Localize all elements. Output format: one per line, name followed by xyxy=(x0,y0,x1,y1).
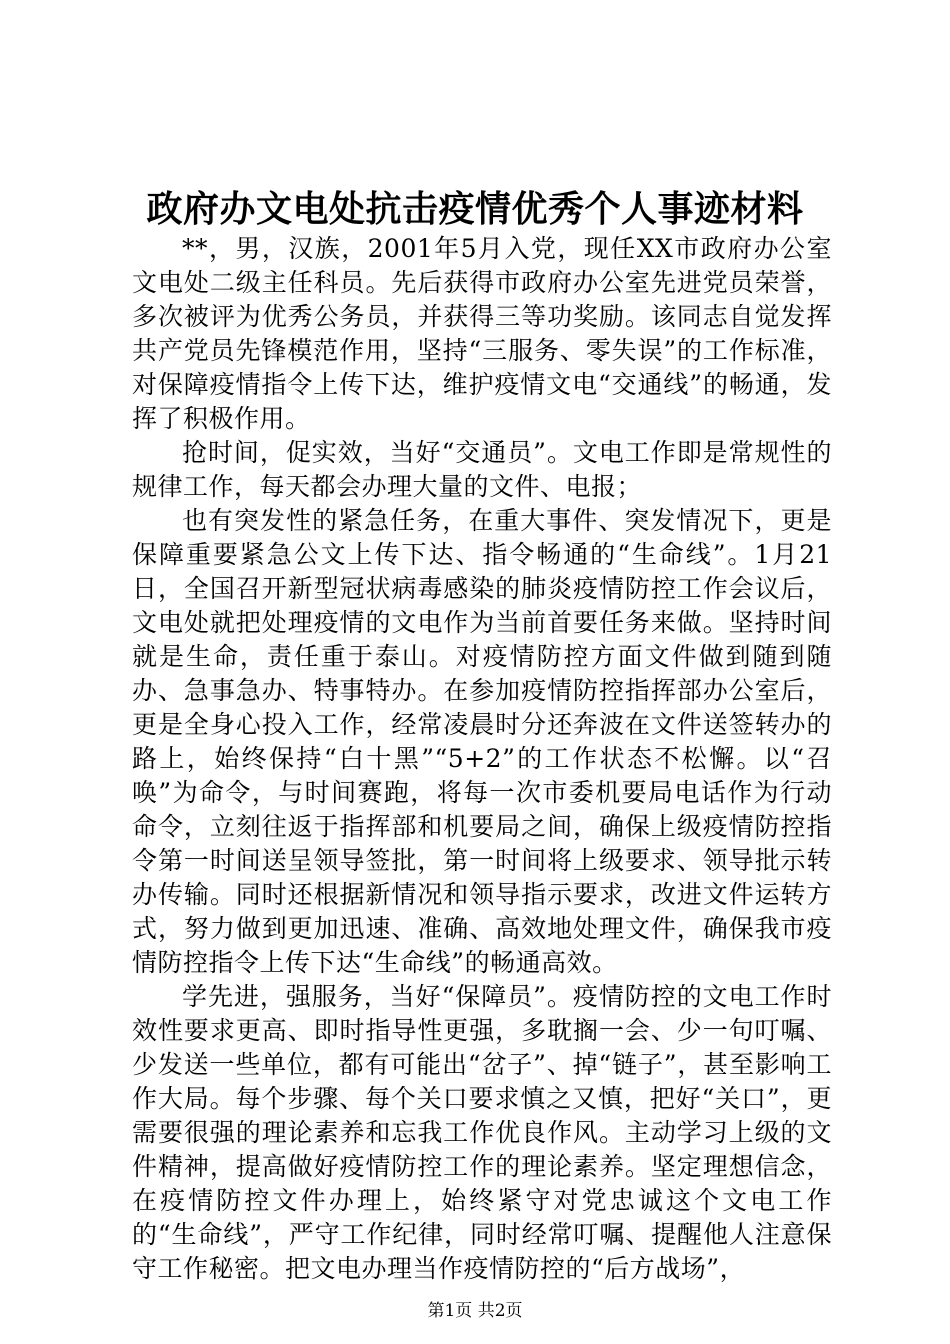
paragraph-section-2: 学先进，强服务，当好“保障员”。疫情防控的文电工作时效性要求更高、即时指导性更强，多耽搁一会、少一句叮嘱、少发送一些单位，都有可能出“岔子”、掉“链子”，甚至影响工作大局。每个步骤、每个关口要求慎之又慎，把好“关口”，更需要很强的理论素养和忘我工作优良作风。主动学习上级的文件精神，提高做好疫情防控工作的理论素养。坚定理想信念，在疫情防控文件办理上，始终紧守对党忠诚这个文电工作的“生命线”，严守工作纪律，同时经常叮嘱、提醒他人注意保守工作秘密。把文电办理当作疫情防控的“后方战场”， xyxy=(132,982,832,1283)
document-body xyxy=(132,232,832,1286)
paragraph-section-1: 抢时间，促实效，当好“交通员”。文电工作即是常规性的规律工作，每天都会办理大量的文件、电报； xyxy=(132,438,832,501)
document-title: 政府办文电处抗击疫情优秀个人事迹材料 xyxy=(146,188,804,230)
page-number-footer: 第1页 共2页 xyxy=(427,1301,523,1321)
paragraph-intro: **，男，汉族，2001年5月入党，现任XX市政府办公室文电处二级主任科员。先后获得市政府办公室先进党员荣誉，多次被评为优秀公务员，并获得三等功奖励。该同志自觉发挥共产党员先锋模范作用，坚持“三服务、零失误”的工作标准，对保障疫情指令上传下达，维护疫情文电“交通线”的畅通，发挥了积极作用。 xyxy=(132,234,832,433)
paragraph-section-1-detail: 也有突发性的紧急任务，在重大事件、突发情况下，更是保障重要紧急公文上传下达、指令畅通的“生命线”。1月21日，全国召开新型冠状病毒感染的肺炎疫情防控工作会议后，文电处就把处理疫情的文电作为当前首要任务来做。坚持时间就是生命，责任重于泰山。对疫情防控方面文件做到随到随办、急事急办、特事特办。在参加疫情防控指挥部办公室后，更是全身心投入工作，经常凌晨时分还奔波在文件送签转办的路上，始终保持“白十黑”“5+2”的工作状态不松懈。以“召唤”为命令，与时间赛跑，将每一次市委机要局电话作为行动命令，立刻往返于指挥部和机要局之间，确保上级疫情防控指令第一时间送呈领导签批，第一时间将上级要求、领导批示转办传输。同时还根据新情况和领导指示要求，改进文件运转方式，努力做到更加迅速、准确、高效地处理文件，确保我市疫情防控指令上传下达“生命线”的畅通高效。 xyxy=(132,506,832,977)
